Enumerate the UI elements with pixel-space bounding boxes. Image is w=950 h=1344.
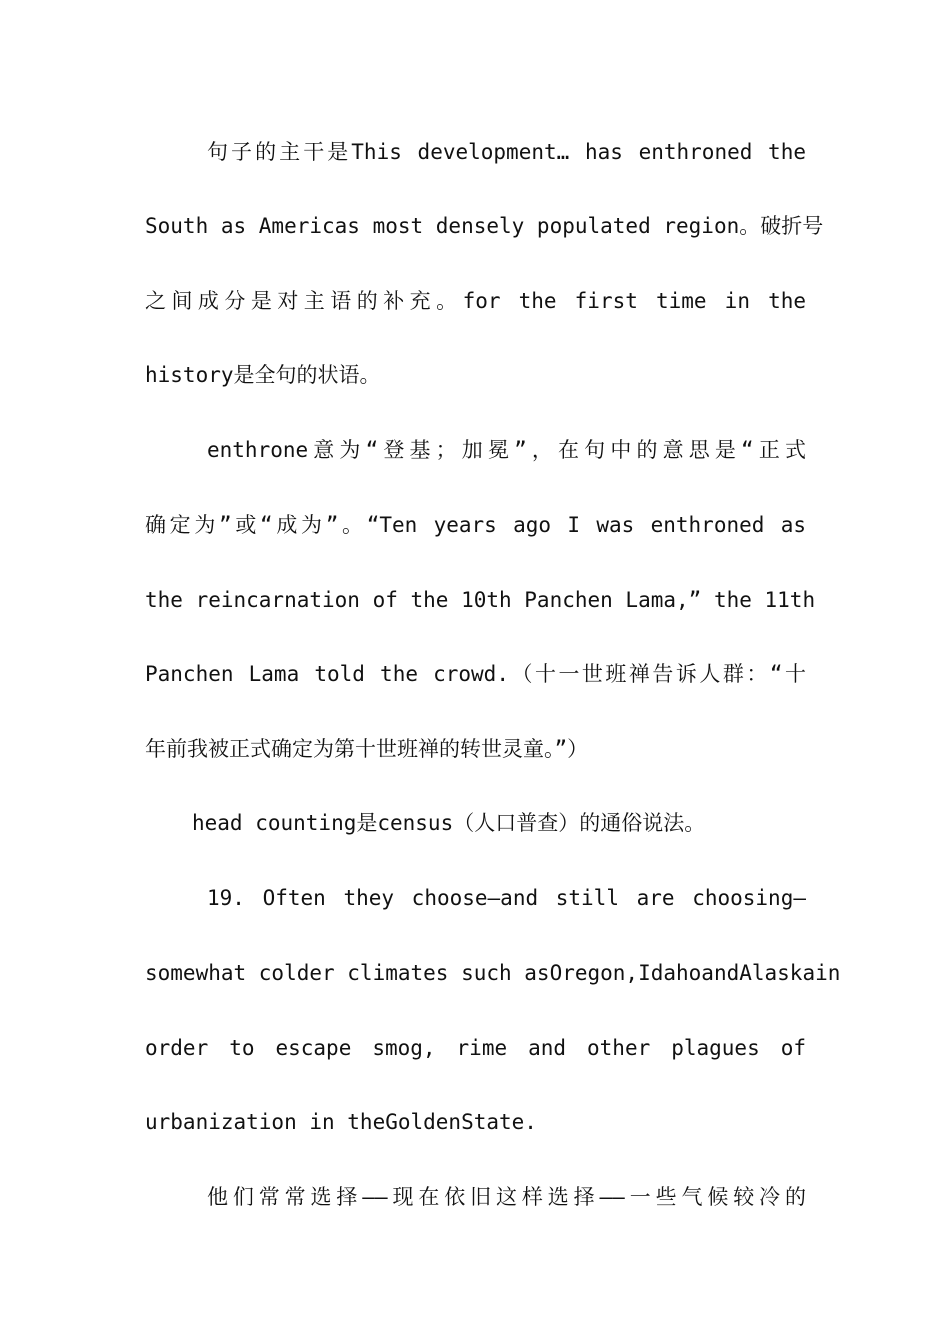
text-line: somewhat colder climates such asOregon,IdahoandAlaskain	[145, 961, 841, 985]
text-line: 确定为”或“成为”。“Ten years ago I was enthroned as	[145, 513, 806, 537]
text-line: urbanization in theGoldenState.	[145, 1110, 537, 1134]
text-line: history是全句的状语。	[145, 363, 381, 387]
text-line: South as Americas most densely populated region。破折号	[145, 214, 824, 238]
text-line: the reincarnation of the 10th Panchen Lama,” the 11th	[145, 588, 816, 612]
text-line: 句子的主干是This development… has enthroned the	[207, 140, 806, 164]
text-line: 年前我被正式确定为第十世班禅的转世灵童。”）	[145, 737, 589, 761]
text-line: 之间成分是对主语的补充。for the first time in the	[145, 289, 806, 313]
text-line: 他们常常选择——现在依旧这样选择——一些气候较冷的	[207, 1185, 806, 1209]
text-line: head counting是census（人口普查）的通俗说法。	[192, 811, 706, 835]
text-line: order to escape smog, rime and other plagues of	[145, 1036, 806, 1060]
text-line: 19. Often they choose—and still are choosing—	[207, 886, 806, 910]
text-line: enthrone意为“登基；加冕”，在句中的意思是“正式	[207, 438, 806, 462]
text-line: Panchen Lama told the crowd.（十一世班禅告诉人群：“十	[145, 662, 806, 686]
